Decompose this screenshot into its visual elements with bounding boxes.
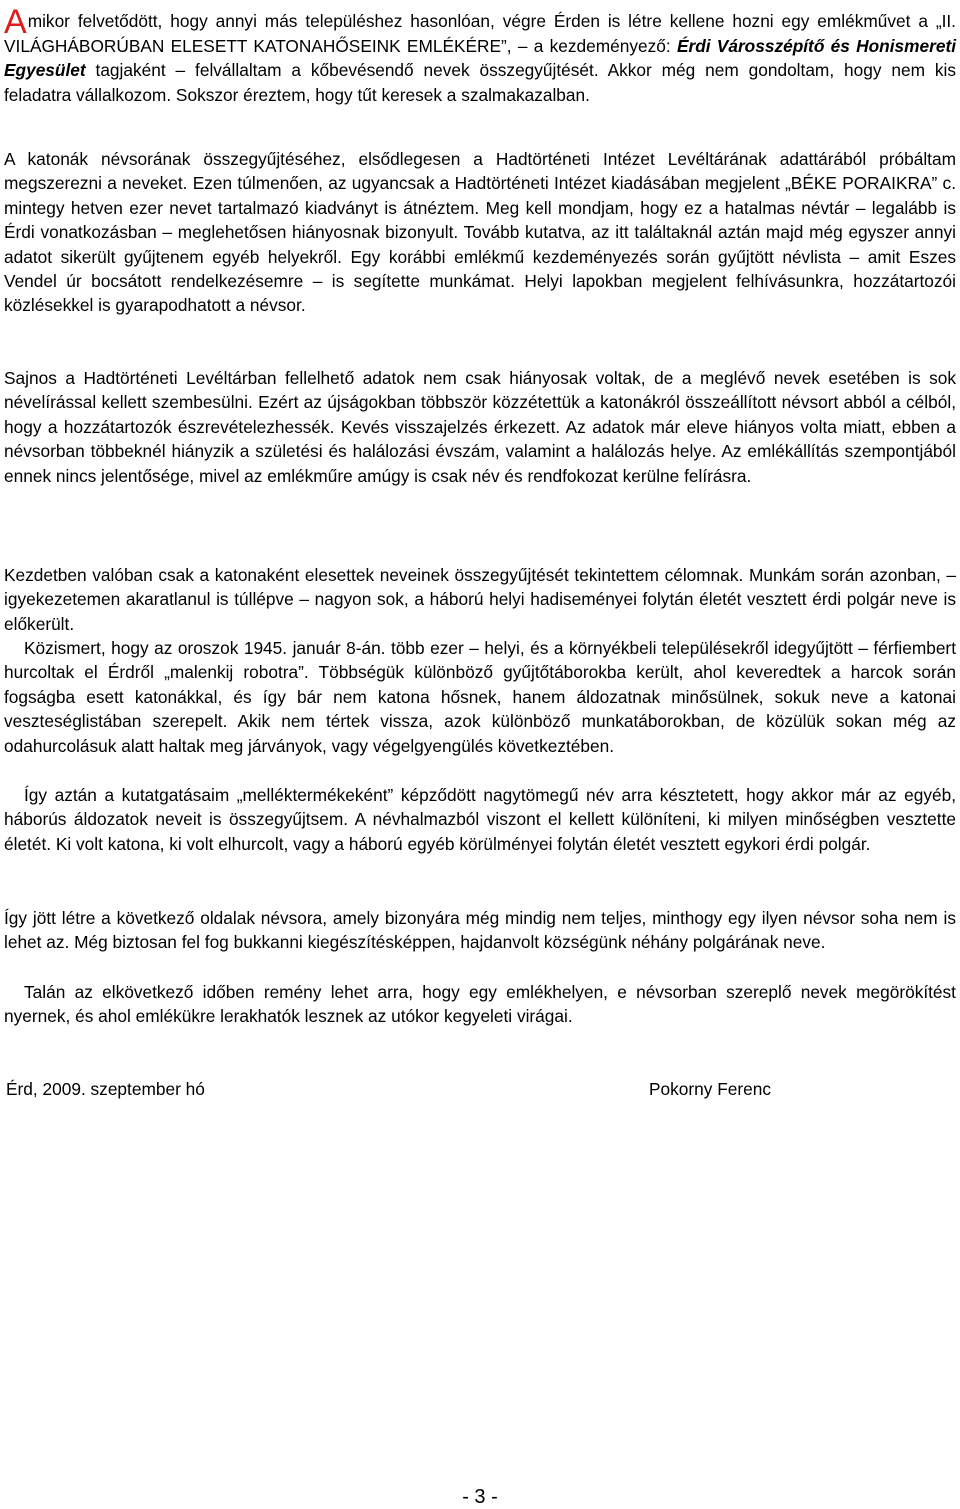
paragraph-corrections: Sajnos a Hadtörténeti Levéltárban fellelhető adatok nem csak hiányosak voltak, de a meglévő nevek esetében is sok névelírással kellett szembesülni. Ezért az újságokban többször közzétettük a katonákról összeállított névsort abból a célból, hogy a hozzátartozók észrevételezhessék. Kevés visszajelzés érkezett. Az adatok már eleve hiányos volta miatt, ebben a névsorban többeknél hiányzik a születési és halálozási évszám, valamint a halálozás helye. Az emlékállítás szempontjából ennek nincs jelentősége, mivel az emlékműre amúgy is csak név és rendfokozat kerülne felírásra.	[4, 368, 956, 486]
paragraph-memorial-hope: Talán az elkövetkező időben remény lehet arra, hogy egy emlékhelyen, e névsorban szereplő nevek megörökítést nyernek, és ahol emlékükre lerakhatók lesznek az utókor kegyeleti virágai.	[4, 982, 956, 1027]
place-and-date: Érd, 2009. szeptember hó	[6, 1079, 205, 1099]
intro-text-part1: mikor felvetődött, hogy annyi más településhez hasonlóan, végre Érden is létre kellene hozni egy emlékművet a „II. VILÁGHÁBORÚBAN ELESETT KATONAHŐSEINK EMLÉKÉRE”, – a kezdeményező:	[4, 11, 956, 56]
paragraph-sources: A katonák névsorának összegyűjtéséhez, elsődlegesen a Hadtörténeti Intézet Levéltárának adattárából próbáltam megszerezni a neveket. Ezen túlmenően, az ugyancsak a Hadtörténeti Intézet kiadásában megjelent „BÉKE PORAIKRA” c. mintegy hetven ezer nevet tartalmazó kiadványt is átnéztem. Meg kell mondjam, hogy ez a hatalmas névtár – legalább is Érdi vonatkozásban – meglehetősen hiányosnak bizonyult. Tovább kutatva, az itt találtaknál aztán majd még egyszer annyi adatot sikerült gyűjtenem egyéb helyekről. Egy korábbi emlékmű kezdeményezés során gyűjtött névlista – amit Eszes Vendel úr bocsátott rendelkezésemre – is segítette munkámat. Helyi lapokban megjelent felhívásunkra, hozzátartozói közlésekkel is gyarapodhatott a névsor.	[4, 149, 956, 316]
paragraph-list-origin: Így jött létre a következő oldalak névsora, amely bizonyára még mindig nem teljes, minthogy egy ilyen névsor soha nem is lehet az. Még biztosan fel fog bukkanni kiegészítésképpen, hajdanvolt községünk néhány polgárának neve.	[4, 908, 956, 953]
paragraph-deportation: Közismert, hogy az oroszok 1945. január 8-án. több ezer – helyi, és a környékbeli településekről idegyűjtött – férfiembert hurcoltak el Érdről „malenkij robotra”. Többségük különböző gyűjtőtáborokba került, ahol keveredtek a harcok során fogságba esett katonákkal, és így bár nem katona hősnek, hanem áldozatnak minősülnek, sokuk neve a katonai veszteséglistában szerepelt. Akik nem tértek vissza, azok különböző munkatáborokban, de közülük sokan még az odahurcolásuk alatt haltak meg járványok, vagy végelgyengülés következtében.	[4, 638, 956, 756]
intro-text-part2: tagjaként – felvállaltam a kőbevésendő nevek összegyűjtését. Akkor még nem gondoltam, hogy nem kis feladatra vállalkozom. Sokszor éreztem, hogy tűt keresek a szalmakazalban.	[4, 60, 956, 105]
paragraph-victims: Így aztán a kutatgatásaim „melléktermékeként” képződött nagytömegű név arra késztetett, hogy akkor már az egyéb, háborús áldozatok neveit is összegyűjtsem. A névhalmazból viszont el kellett különíteni, ki milyen minőségben vesztette életét. Ki volt katona, ki volt elhurcolt, vagy a háború egyéb körülményei folytán életét vesztett egykori érdi polgár.	[4, 785, 956, 854]
organization-name: Érdi Városszépítő és Honismereti Egyesület	[4, 36, 956, 81]
intro-paragraph	[4, 3, 956, 107]
paragraph-scope: Kezdetben valóban csak a katonaként elesettek neveinek összegyűjtését tekintettem célomnak. Munkám során azonban, – igyekezetemen akaratlanul is túllépve – nagyon sok, a háború helyi hadiseményei folytán életét vesztett érdi polgár neve is előkerült.	[4, 565, 956, 634]
page-number: - 3 -	[462, 1486, 498, 1508]
drop-cap: A	[4, 3, 27, 41]
author-signature: Pokorny Ferenc	[649, 1079, 771, 1099]
